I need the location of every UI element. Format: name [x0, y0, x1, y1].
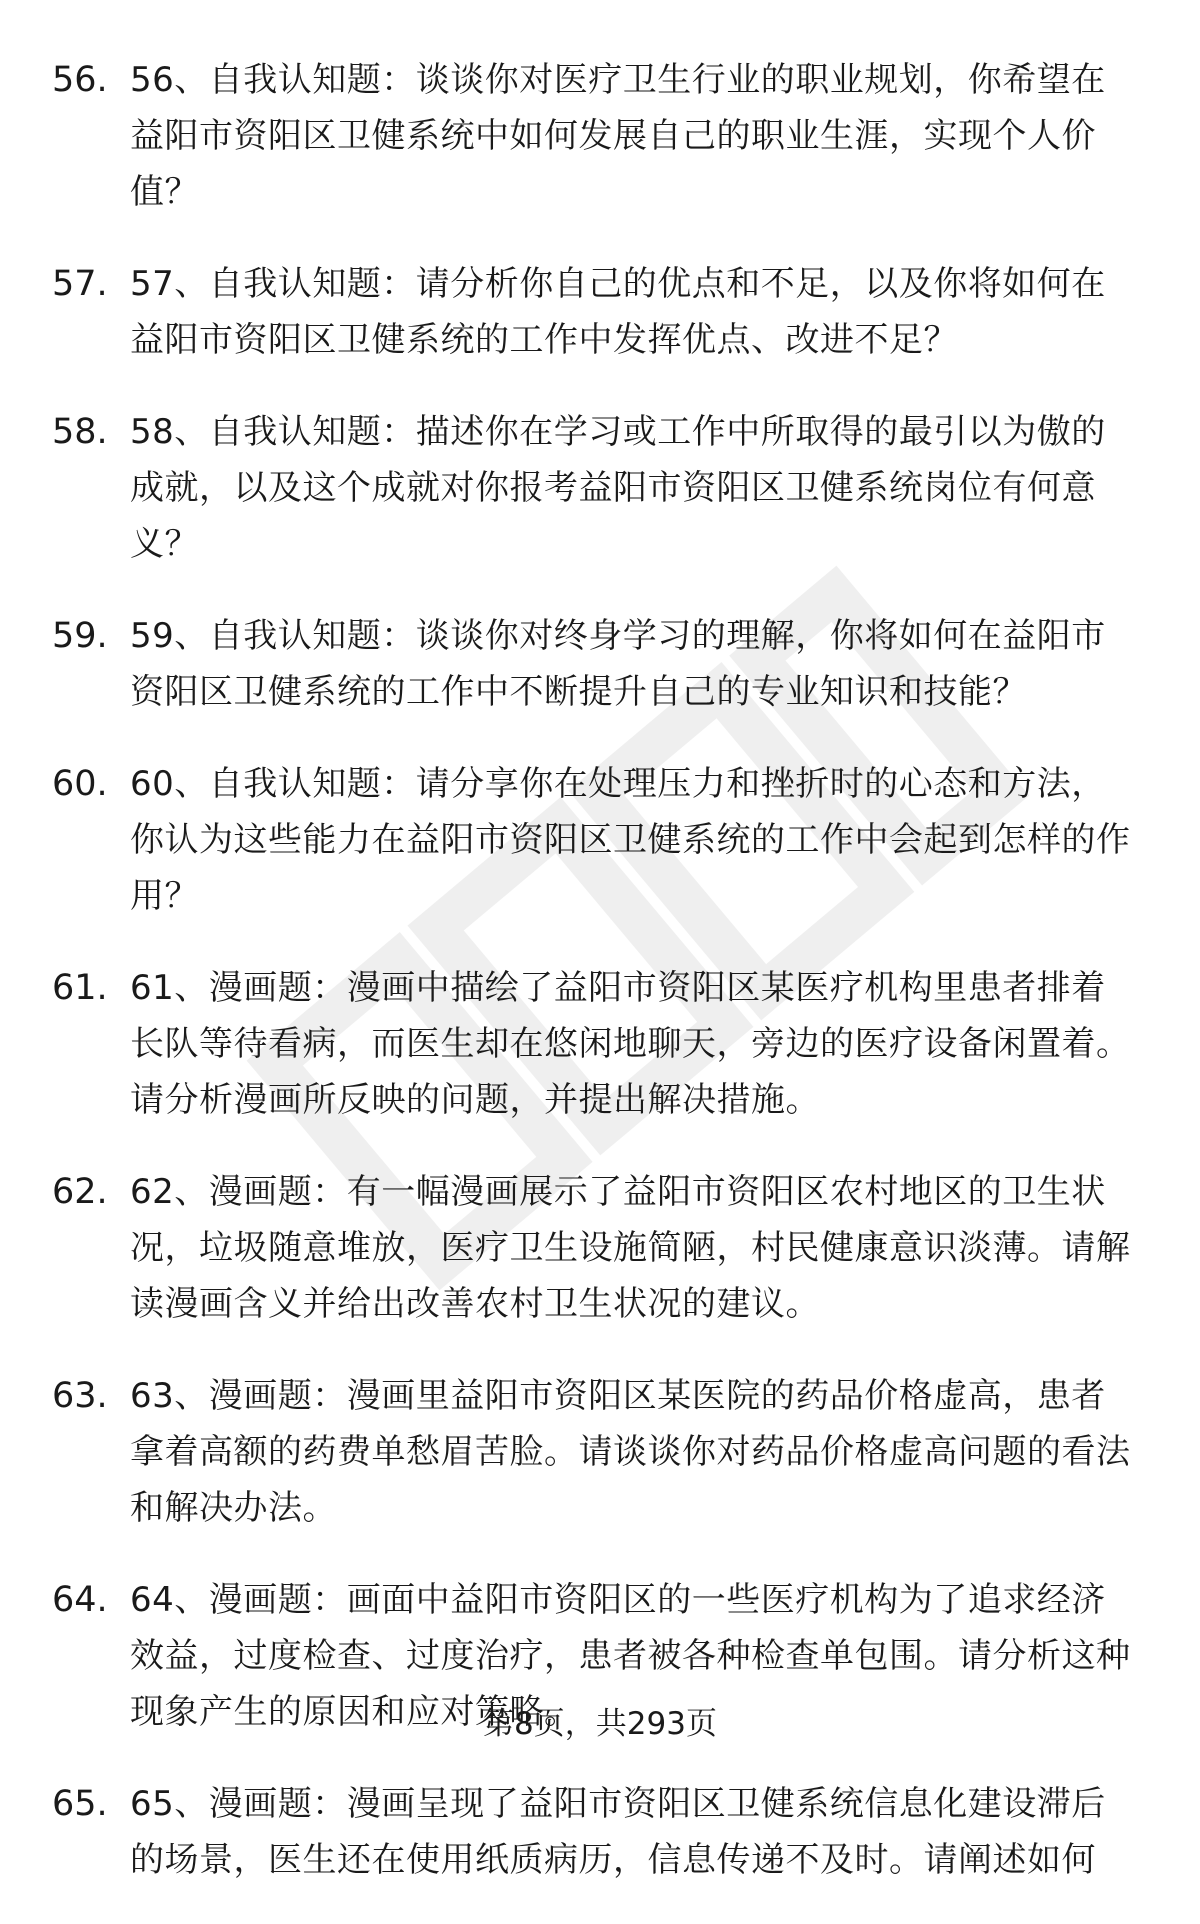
question-item [0, 404, 1200, 572]
question-item [0, 960, 1200, 1128]
question-item [0, 1776, 1200, 1888]
question-item [0, 756, 1200, 924]
question-number: 59. [52, 616, 108, 656]
question-text: 64、漫画题：画面中益阳市资阳区的一些医疗机构为了追求经济效益，过度检查、过度治疗，患者被各种检查单包围。请分析这种现象产生的原因和应对策略。 [130, 1580, 1131, 1732]
question-text: 58、自我认知题：描述你在学习或工作中所取得的最引以为傲的成就，以及这个成就对你报考益阳市资阳区卫健系统岗位有何意义？ [130, 412, 1106, 564]
question-list [0, 52, 1200, 1924]
question-item [0, 256, 1200, 368]
question-item [0, 1164, 1200, 1332]
question-text: 59、自我认知题：谈谈你对终身学习的理解，你将如何在益阳市资阳区卫健系统的工作中不断提升自己的专业知识和技能？ [130, 616, 1106, 712]
question-number: 57. [52, 264, 108, 304]
question-text: 60、自我认知题：请分享你在处理压力和挫折时的心态和方法，你认为这些能力在益阳市资阳区卫健系统的工作中会起到怎样的作用？ [130, 764, 1131, 916]
question-number: 64. [52, 1580, 108, 1620]
question-number: 62. [52, 1172, 108, 1212]
question-number: 61. [52, 968, 108, 1008]
question-text: 63、漫画题：漫画里益阳市资阳区某医院的药品价格虚高，患者拿着高额的药费单愁眉苦脸。请谈谈你对药品价格虚高问题的看法和解决办法。 [130, 1376, 1131, 1528]
page-footer: 第8页，共293页 [483, 1706, 717, 1742]
question-number: 58. [52, 412, 108, 452]
question-number: 56. [52, 60, 108, 100]
question-text: 56、自我认知题：谈谈你对医疗卫生行业的职业规划，你希望在益阳市资阳区卫健系统中如何发展自己的职业生涯，实现个人价值？ [130, 60, 1106, 212]
question-text: 65、漫画题：漫画呈现了益阳市资阳区卫健系统信息化建设滞后的场景，医生还在使用纸质病历，信息传递不及时。请阐述如何 [130, 1784, 1106, 1880]
question-item [0, 1368, 1200, 1536]
question-item [0, 608, 1200, 720]
question-number: 65. [52, 1784, 108, 1824]
question-text: 61、漫画题：漫画中描绘了益阳市资阳区某医疗机构里患者排着长队等待看病，而医生却在悠闲地聊天，旁边的医疗设备闲置着。请分析漫画所反映的问题，并提出解决措施。 [130, 968, 1131, 1120]
question-item [0, 52, 1200, 220]
question-text: 57、自我认知题：请分析你自己的优点和不足，以及你将如何在益阳市资阳区卫健系统的工作中发挥优点、改进不足？ [130, 264, 1106, 360]
question-number: 60. [52, 764, 108, 804]
question-number: 63. [52, 1376, 108, 1416]
question-text: 62、漫画题：有一幅漫画展示了益阳市资阳区农村地区的卫生状况，垃圾随意堆放，医疗卫生设施简陋，村民健康意识淡薄。请解读漫画含义并给出改善农村卫生状况的建议。 [130, 1172, 1131, 1324]
